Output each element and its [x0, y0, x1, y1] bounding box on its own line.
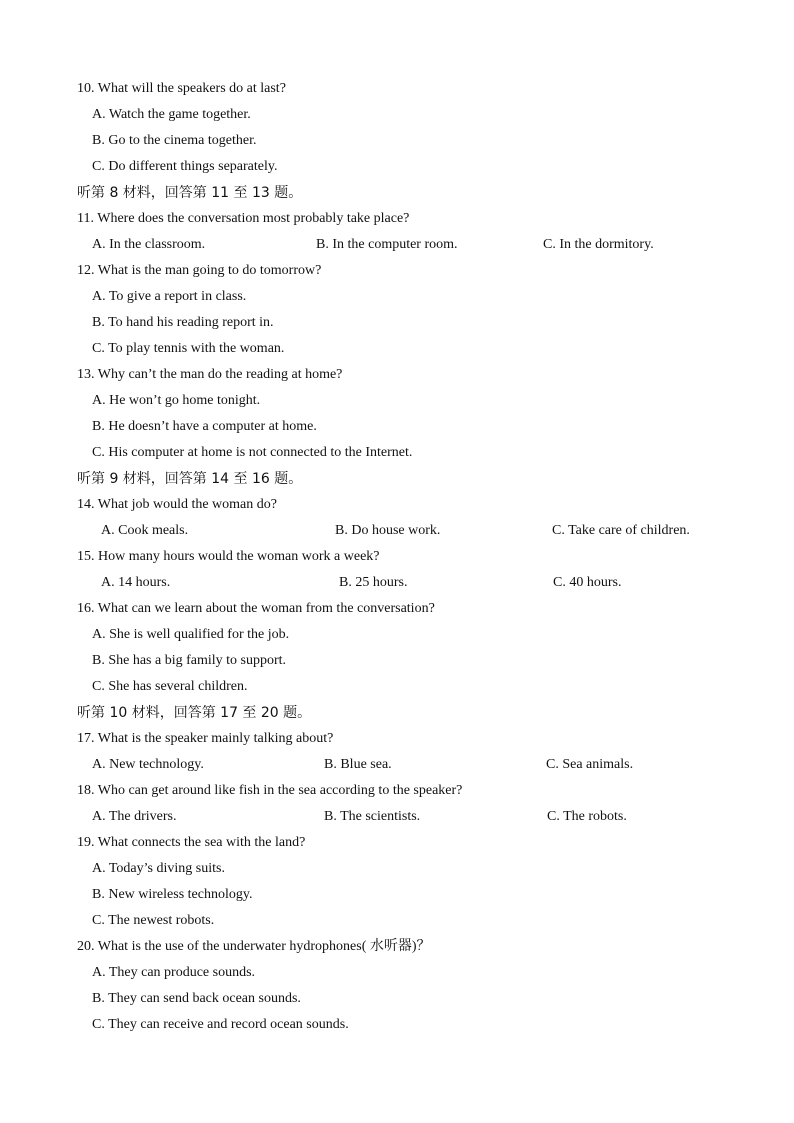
question-10-option-a: A. Watch the game together. — [92, 107, 251, 122]
question-18-option-b: B. The scientists. — [324, 809, 421, 824]
question-19-option-c: C. The newest robots. — [92, 913, 215, 928]
question-12-option-a: A. To give a report in class. — [92, 289, 247, 304]
question-11-option-c: C. In the dormitory. — [543, 237, 654, 252]
question-12-option-b: B. To hand his reading report in. — [92, 315, 274, 330]
question-16-option-c: C. She has several children. — [92, 679, 248, 694]
question-18-option-a: A. The drivers. — [92, 809, 177, 824]
question-14-option-a: A. Cook meals. — [101, 523, 189, 538]
question-13-option-b: B. He doesn’t have a computer at home. — [92, 419, 317, 434]
question-18-option-c: C. The robots. — [547, 809, 627, 824]
question-17-option-c: C. Sea animals. — [546, 757, 634, 772]
question-13-option-a: A. He won’t go home tonight. — [92, 393, 261, 408]
section-10-heading: 听第 10 材料，回答第 17 至 20 题。 — [77, 705, 312, 721]
question-18-stem: 18. Who can get around like fish in the sea according to the speaker? — [77, 783, 463, 798]
question-17-option-a: A. New technology. — [92, 757, 204, 772]
question-10-option-b: B. Go to the cinema together. — [92, 133, 257, 148]
section-9-heading: 听第 9 材料，回答第 14 至 16 题。 — [77, 471, 303, 487]
question-12-stem: 12. What is the man going to do tomorrow? — [77, 263, 322, 278]
question-17-stem: 17. What is the speaker mainly talking about? — [77, 731, 334, 746]
question-17-option-b: B. Blue sea. — [324, 757, 392, 772]
question-15-option-b: B. 25 hours. — [339, 575, 408, 590]
question-14-option-b: B. Do house work. — [335, 523, 441, 538]
question-13-option-c: C. His computer at home is not connected to the Internet. — [92, 445, 413, 460]
question-14-stem: 14. What job would the woman do? — [77, 497, 277, 512]
question-15-option-c: C. 40 hours. — [553, 575, 622, 590]
question-11-option-a: A. In the classroom. — [92, 237, 206, 252]
question-16-option-b: B. She has a big family to support. — [92, 653, 287, 668]
question-10-option-c: C. Do different things separately. — [92, 159, 278, 174]
question-15-stem: 15. How many hours would the woman work a week? — [77, 549, 380, 564]
question-20-stem: 20. What is the use of the underwater hydrophones( 水听器)？ — [77, 939, 431, 954]
question-20-option-c: C. They can receive and record ocean sounds. — [92, 1017, 349, 1032]
question-11-option-b: B. In the computer room. — [316, 237, 458, 252]
question-11-stem: 11. Where does the conversation most probably take place? — [77, 211, 410, 226]
question-10-stem: 10. What will the speakers do at last? — [77, 81, 286, 96]
question-19-option-b: B. New wireless technology. — [92, 887, 253, 902]
question-16-option-a: A. She is well qualified for the job. — [92, 627, 290, 642]
question-19-option-a: A. Today’s diving suits. — [92, 861, 225, 876]
question-15-option-a: A. 14 hours. — [101, 575, 171, 590]
section-8-heading: 听第 8 材料，回答第 11 至 13 题。 — [77, 185, 303, 201]
question-14-option-c: C. Take care of children. — [552, 523, 690, 538]
question-20-option-b: B. They can send back ocean sounds. — [92, 991, 301, 1006]
question-20-option-a: A. They can produce sounds. — [92, 965, 256, 980]
question-16-stem: 16. What can we learn about the woman from the conversation? — [77, 601, 435, 616]
question-13-stem: 13. Why can’t the man do the reading at home? — [77, 367, 343, 382]
question-19-stem: 19. What connects the sea with the land? — [77, 835, 306, 850]
question-12-option-c: C. To play tennis with the woman. — [92, 341, 285, 356]
